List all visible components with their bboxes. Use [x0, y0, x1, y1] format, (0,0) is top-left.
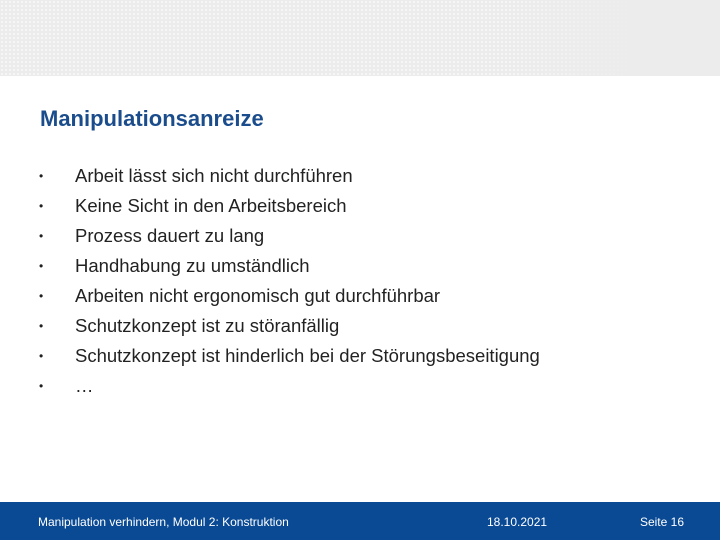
bullet-text: Arbeiten nicht ergonomisch gut durchführbar: [75, 285, 441, 306]
bullet-item: [40, 163, 700, 193]
bullet-text: Keine Sicht in den Arbeitsbereich: [75, 195, 347, 216]
bullet-item: [40, 193, 700, 223]
bullet-item: [40, 283, 700, 313]
bullet-item: [40, 253, 700, 283]
bullet-text: Handhabung zu umständlich: [75, 255, 310, 276]
bullet-dot-icon: •: [39, 289, 44, 303]
bullet-dot-icon: •: [39, 229, 44, 243]
bullet-item: [40, 343, 700, 373]
slide-title: Manipulationsanreize: [40, 106, 264, 131]
footer-course-text: Manipulation verhindern, Modul 2: Konstruktion: [38, 515, 289, 529]
footer-bar: [0, 502, 720, 540]
bullet-text: …: [75, 375, 94, 396]
bullet-dot-icon: •: [39, 319, 44, 333]
header-band-fade: [510, 0, 720, 76]
bullet-dot-icon: •: [39, 379, 44, 393]
footer-page-number: Seite 16: [639, 515, 684, 529]
bullet-dot-icon: •: [39, 199, 44, 213]
bullet-item: [40, 223, 700, 253]
footer-date: 18.10.2021: [487, 515, 548, 529]
bullet-item: [40, 373, 700, 403]
bullet-text: Schutzkonzept ist zu störanfällig: [75, 315, 340, 336]
bullet-text: Arbeit lässt sich nicht durchführen: [75, 165, 353, 186]
bullet-dot-icon: •: [39, 259, 44, 273]
bullet-text: Schutzkonzept ist hinderlich bei der Störungsbeseitigung: [75, 345, 540, 366]
bullet-dot-icon: •: [39, 169, 44, 183]
header-band: [0, 0, 720, 76]
bullet-dot-icon: •: [39, 349, 44, 363]
bullet-text: Prozess dauert zu lang: [75, 225, 265, 246]
bullet-list: [40, 163, 700, 403]
bullet-item: [40, 313, 700, 343]
